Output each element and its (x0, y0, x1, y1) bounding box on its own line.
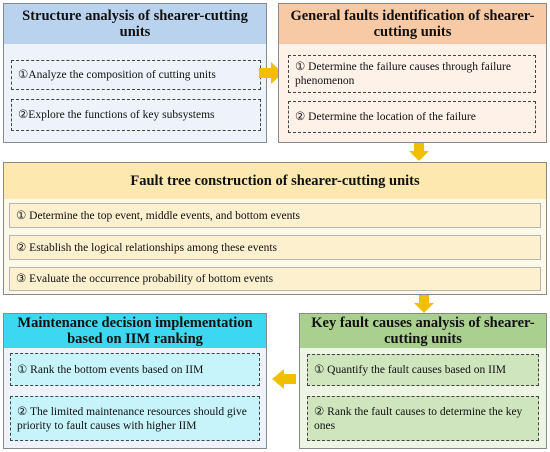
general-faults-item-2: ② Determine the location of the failure (288, 101, 536, 133)
left-arrow-icon (272, 369, 296, 389)
fault-tree-item-1: ① Determine the top event, middle events, and bottom events (9, 203, 541, 228)
key-fault-item-2: ② Rank the fault causes to determine the key ones (307, 396, 539, 441)
fault-tree-panel (3, 162, 547, 295)
fault-tree-item-2: ② Establish the logical relationships among these events (9, 235, 541, 260)
structure-analysis-panel (3, 3, 267, 143)
structure-item-1: ①Analyze the composition of cutting units (11, 60, 261, 90)
structure-analysis-title: Structure analysis of shearer-cutting units (4, 4, 266, 44)
fault-tree-item-3: ③ Evaluate the occurrence probability of bottom events (9, 267, 541, 291)
general-faults-title: General faults identification of shearer-cutting units (279, 4, 546, 44)
maintenance-item-1: ① Rank the bottom events based on IIM (10, 353, 260, 386)
maintenance-title: Maintenance decision implementation based on IIM ranking (4, 314, 266, 348)
general-faults-panel (278, 3, 547, 143)
key-fault-title: Key fault causes analysis of shearer-cutting units (300, 314, 546, 348)
down-arrow-icon (414, 295, 434, 313)
maintenance-panel (3, 313, 267, 449)
structure-item-2: ②Explore the functions of key subsystems (11, 99, 261, 131)
general-faults-item-1: ① Determine the failure causes through failure phenomenon (288, 55, 536, 93)
key-fault-item-1: ① Quantify the fault causes based on IIM (307, 354, 539, 386)
down-arrow-icon (409, 143, 429, 161)
key-fault-panel (299, 313, 547, 449)
fault-tree-title: Fault tree construction of shearer-cutting units (4, 163, 546, 199)
maintenance-item-2: ② The limited maintenance resources should give priority to fault causes with higher IIM (10, 396, 260, 441)
